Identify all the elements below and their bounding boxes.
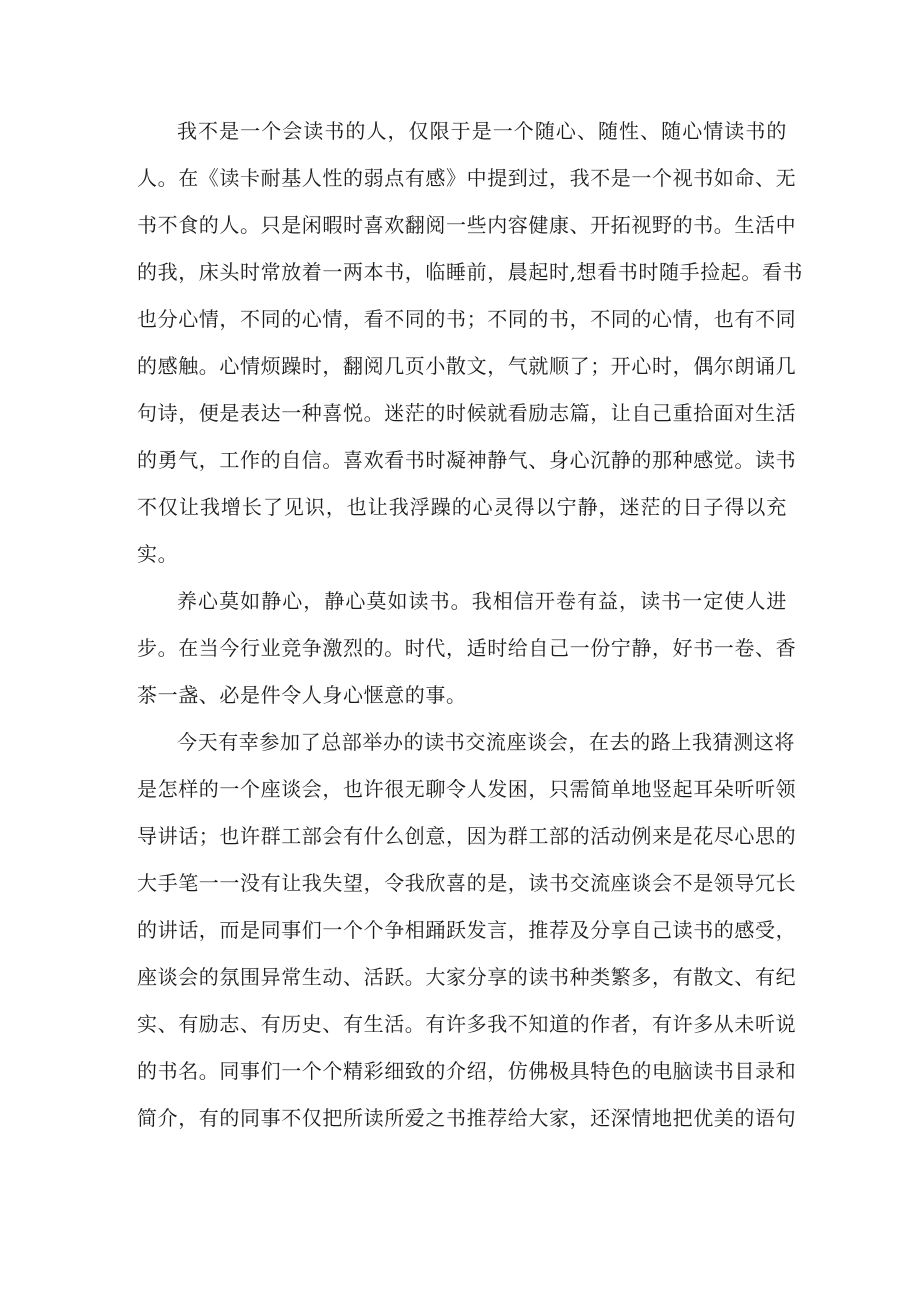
paragraph-1-line-7: 句诗，便是表达一种喜悦。迷茫的时候就看励志篇，让自己重拾面对生活 bbox=[137, 401, 797, 425]
paragraph-3-line-4: 大手笔一一没有让我失望，令我欣喜的是，读书交流座谈会不是领导冗长 bbox=[137, 871, 797, 895]
paragraph-2-line-2: 步。在当今行业竞争激烈的。时代，适时给自己一份宁静，好书一卷、香 bbox=[137, 636, 797, 660]
paragraph-1-line-8: 的勇气，工作的自信。喜欢看书时凝神静气、身心沉静的那种感觉。读书 bbox=[137, 448, 797, 472]
paragraph-1-line-6: 的感触。心情烦躁时，翻阅几页小散文，气就顺了；开心时，偶尔朗诵几 bbox=[137, 354, 797, 378]
paragraph-3-line-8: 的书名。同事们一个个精彩细致的介绍，仿佛极具特色的电脑读书目录和 bbox=[137, 1059, 797, 1083]
paragraph-2-line-3: 茶一盏、必是件令人身心惬意的事。 bbox=[137, 683, 467, 707]
paragraph-3-line-3: 导讲话；也许群工部会有什么创意，因为群工部的活动例来是花尽心思的 bbox=[137, 824, 797, 848]
paragraph-1-line-4: 的我，床头时常放着一两本书，临睡前，晨起时,想看书时随手捡起。看书 bbox=[137, 260, 804, 284]
paragraph-3-line-2: 是怎样的一个座谈会，也许很无聊令人发困，只需简单地竖起耳朵听听领 bbox=[137, 777, 797, 801]
paragraph-3-line-6: 座谈会的氛围异常生动、活跃。大家分享的读书种类繁多，有散文、有纪 bbox=[137, 965, 797, 989]
paragraph-1-line-10: 实。 bbox=[137, 542, 179, 566]
paragraph-3-line-9: 简介，有的同事不仅把所读所爱之书推荐给大家，还深情地把优美的语句 bbox=[137, 1106, 797, 1130]
paragraph-2-line-1: 养心莫如静心，静心莫如读书。我相信开卷有益，读书一定使人进 bbox=[177, 589, 787, 613]
paragraph-3-line-5: 的讲话，而是同事们一个个争相踊跃发言，推荐及分享自己读书的感受， bbox=[137, 918, 797, 942]
paragraph-1-line-2: 人。在《读卡耐基人性的弱点有感》中提到过，我不是一个视书如命、无 bbox=[137, 166, 797, 190]
paragraph-1-line-1: 我不是一个会读书的人，仅限于是一个随心、随性、随心情读书的 bbox=[177, 119, 787, 143]
paragraph-1-line-3: 书不食的人。只是闲暇时喜欢翻阅一些内容健康、开拓视野的书。生活中 bbox=[137, 213, 797, 237]
paragraph-1-line-5: 也分心情，不同的心情，看不同的书；不同的书，不同的心情，也有不同 bbox=[137, 307, 797, 331]
paragraph-3-line-7: 实、有励志、有历史、有生活。有许多我不知道的作者，有许多从未听说 bbox=[137, 1012, 797, 1036]
paragraph-1-line-9: 不仅让我增长了见识，也让我浮躁的心灵得以宁静，迷茫的日子得以充 bbox=[137, 495, 787, 519]
paragraph-3-line-1: 今天有幸参加了总部举办的读书交流座谈会，在去的路上我猜测这将 bbox=[177, 730, 795, 754]
